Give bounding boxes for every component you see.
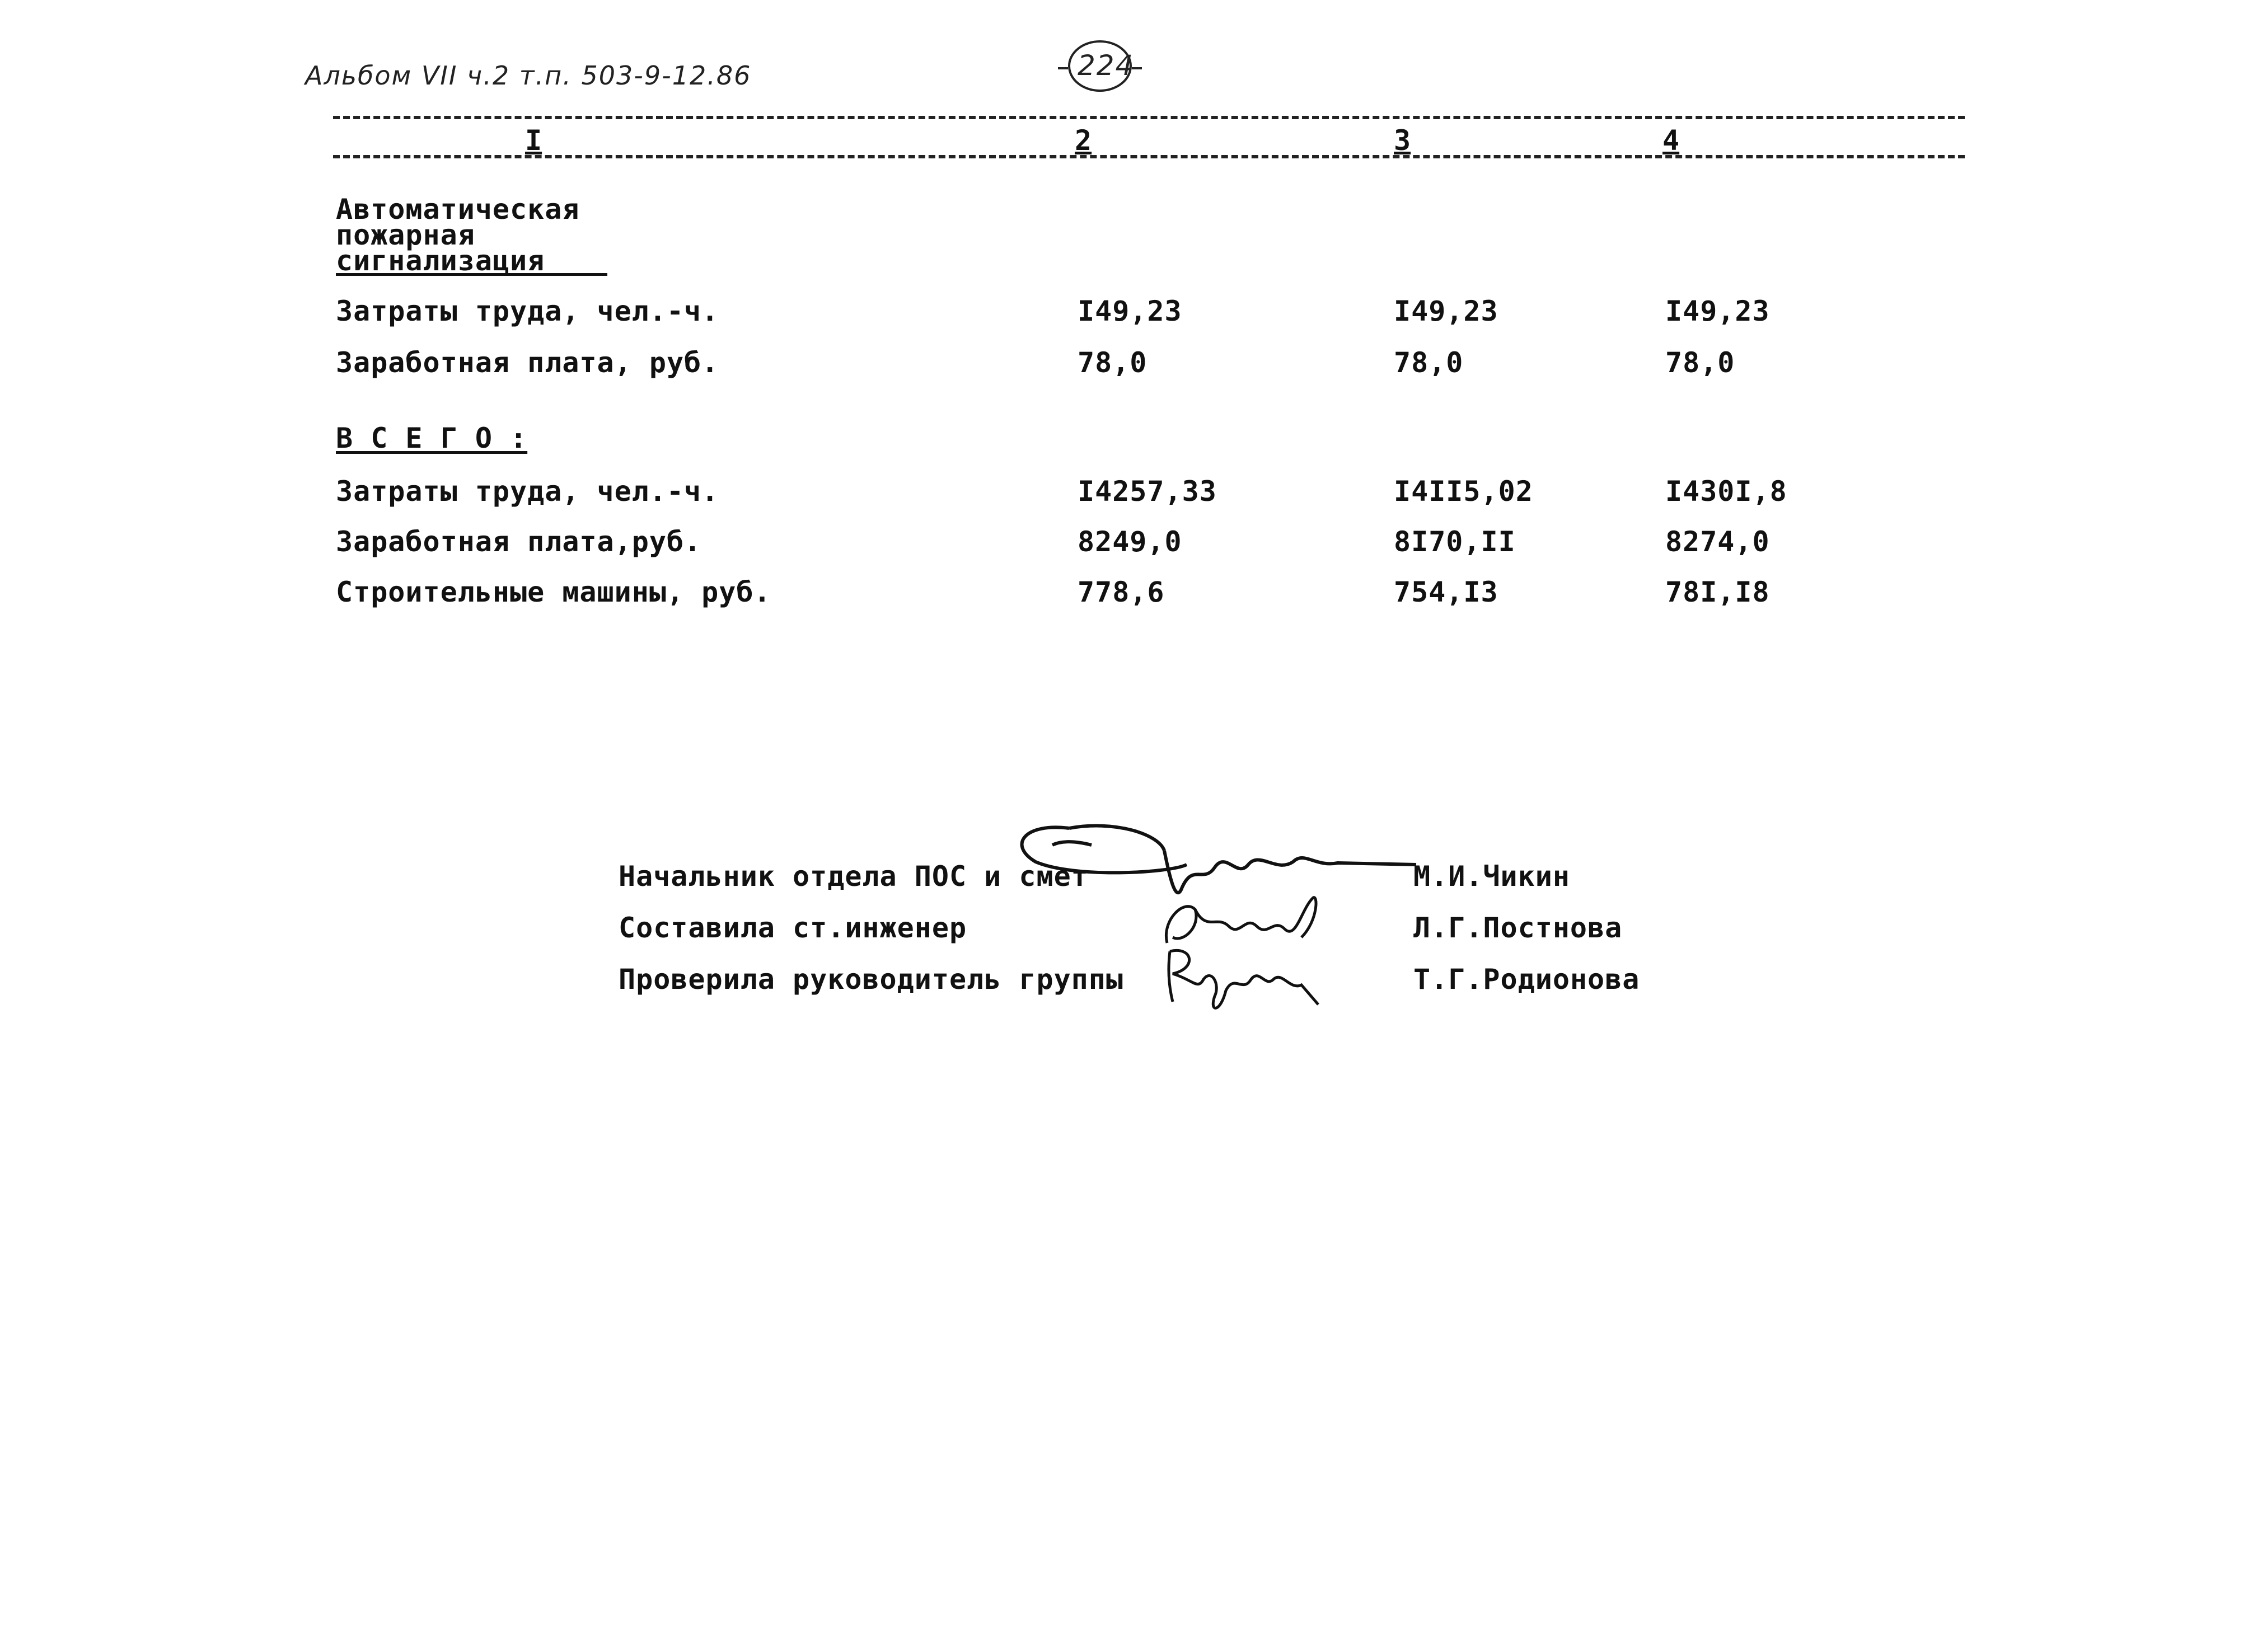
row-value: I4257,33 — [1078, 475, 1217, 508]
row-value: 754,I3 — [1394, 576, 1498, 608]
section-title-line: сигнализация — [336, 245, 545, 277]
page-number-stamp — [1058, 39, 1142, 95]
row-label: Затраты труда, чел.-ч. — [336, 295, 719, 327]
signature-name: Л.Г.Постнова — [1413, 912, 1623, 944]
row-label: Затраты труда, чел.-ч. — [336, 475, 719, 508]
row-value: I49,23 — [1078, 295, 1182, 327]
column-header-3: 3 — [1394, 124, 1411, 157]
total-title: В С Е Г О : — [336, 422, 528, 454]
section-title-underline — [336, 273, 607, 276]
row-value: 78I,I8 — [1665, 576, 1770, 608]
column-header-1: I — [525, 124, 542, 157]
section-title-line: пожарная — [336, 219, 475, 251]
row-value: 8I70,II — [1394, 525, 1516, 558]
row-value: 78,0 — [1665, 346, 1735, 379]
column-header-2: 2 — [1075, 124, 1092, 157]
row-value: 8249,0 — [1078, 525, 1182, 558]
row-value: I4II5,02 — [1394, 475, 1533, 508]
row-value: I49,23 — [1394, 295, 1498, 327]
row-value: I49,23 — [1665, 295, 1770, 327]
signature-role: Составила ст.инженер — [619, 912, 967, 944]
signature-name: М.И.Чикин — [1413, 860, 1570, 893]
row-value: 778,6 — [1078, 576, 1165, 608]
signature-rodionova — [1159, 940, 1327, 1019]
row-label: Строительные машины, руб. — [336, 576, 771, 608]
section-title-line: Автоматическая — [336, 193, 580, 226]
row-label: Заработная плата, руб. — [336, 346, 719, 379]
row-value: I430I,8 — [1665, 475, 1787, 508]
table-top-rule — [333, 116, 1965, 119]
album-reference: Альбом VII ч.2 т.п. 503-9-12.86 — [305, 60, 752, 91]
row-value: 78,0 — [1078, 346, 1148, 379]
signature-role: Начальник отдела ПОС и смет — [619, 860, 1089, 893]
page-number: 224 — [1078, 49, 1135, 82]
column-header-4: 4 — [1662, 124, 1680, 157]
table-header-rule — [333, 155, 1965, 158]
row-value: 78,0 — [1394, 346, 1464, 379]
signature-role: Проверила руководитель группы — [619, 963, 1123, 996]
row-label: Заработная плата,руб. — [336, 525, 702, 558]
signature-name: Т.Г.Родионова — [1413, 963, 1640, 996]
row-value: 8274,0 — [1665, 525, 1770, 558]
